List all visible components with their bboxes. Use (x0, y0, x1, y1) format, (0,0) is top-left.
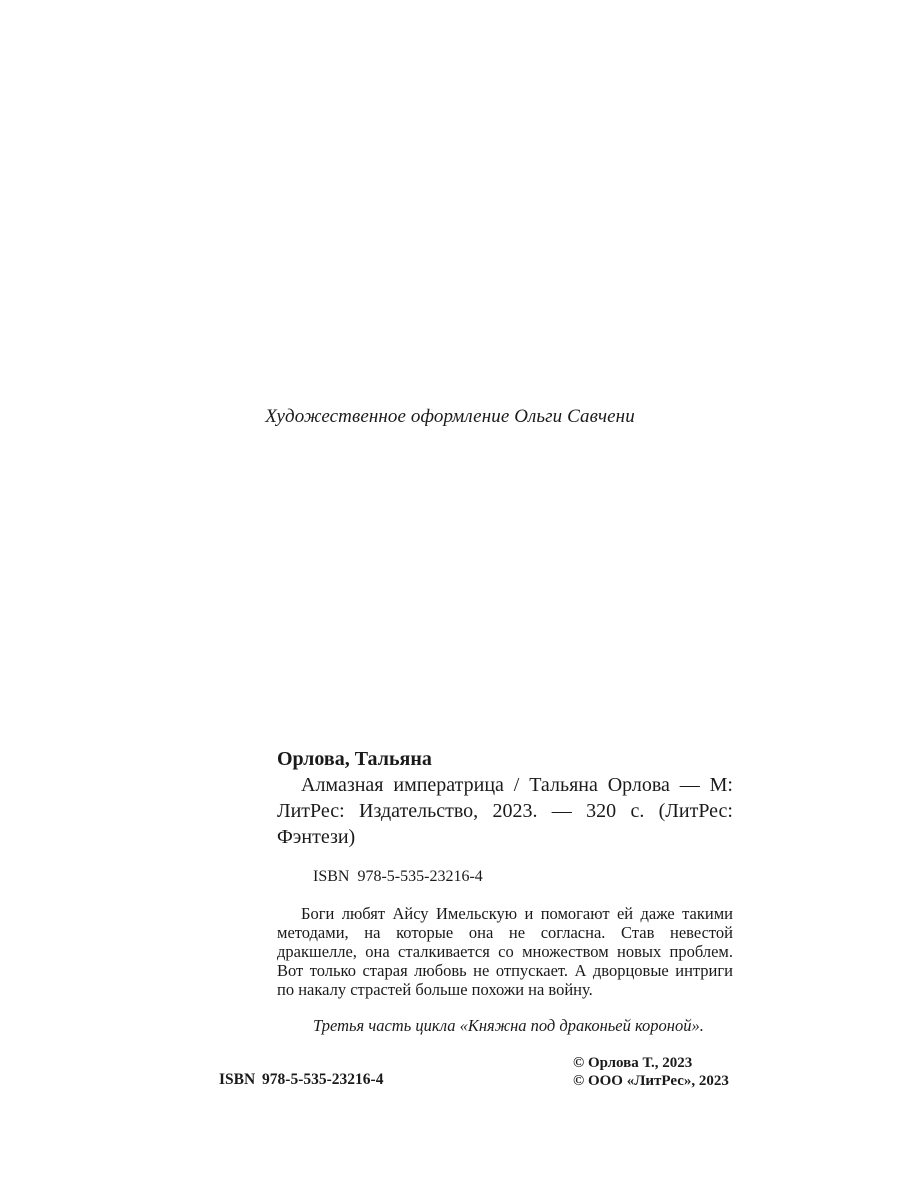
series-note: Третья часть цикла «Княжна под драконьей короной». (313, 1016, 704, 1035)
bibliographic-record (277, 746, 733, 1036)
copyright-publisher: © ООО «ЛитРес», 2023 (573, 1073, 729, 1089)
isbn-inline: ISBN 978-5-535-23216-4 (313, 868, 483, 885)
copyright-author: © Орлова Т., 2023 (573, 1055, 693, 1071)
author-name: Орлова, Тальяна (277, 748, 432, 770)
copyright-block (573, 1054, 729, 1090)
catalog-entry: Алмазная императрица / Тальяна Орлова — М: ЛитРес: Издательство, 2023. — 320 с. (ЛитРес: Фэнтези) (277, 774, 733, 848)
annotation: Боги любят Айсу Имельскую и помогают ей даже такими методами, на которые она не согласна. Став невестой дракшелле, она сталкивается со множеством новых проблем. Вот только старая любовь не отпускает. А дворцовые интриги по накалу страстей больше похожи на войну. (277, 904, 733, 999)
art-credit: Художественное оформление Ольги Савчени (265, 406, 635, 427)
isbn-footer: ISBN 978-5-535-23216-4 (219, 1071, 384, 1088)
